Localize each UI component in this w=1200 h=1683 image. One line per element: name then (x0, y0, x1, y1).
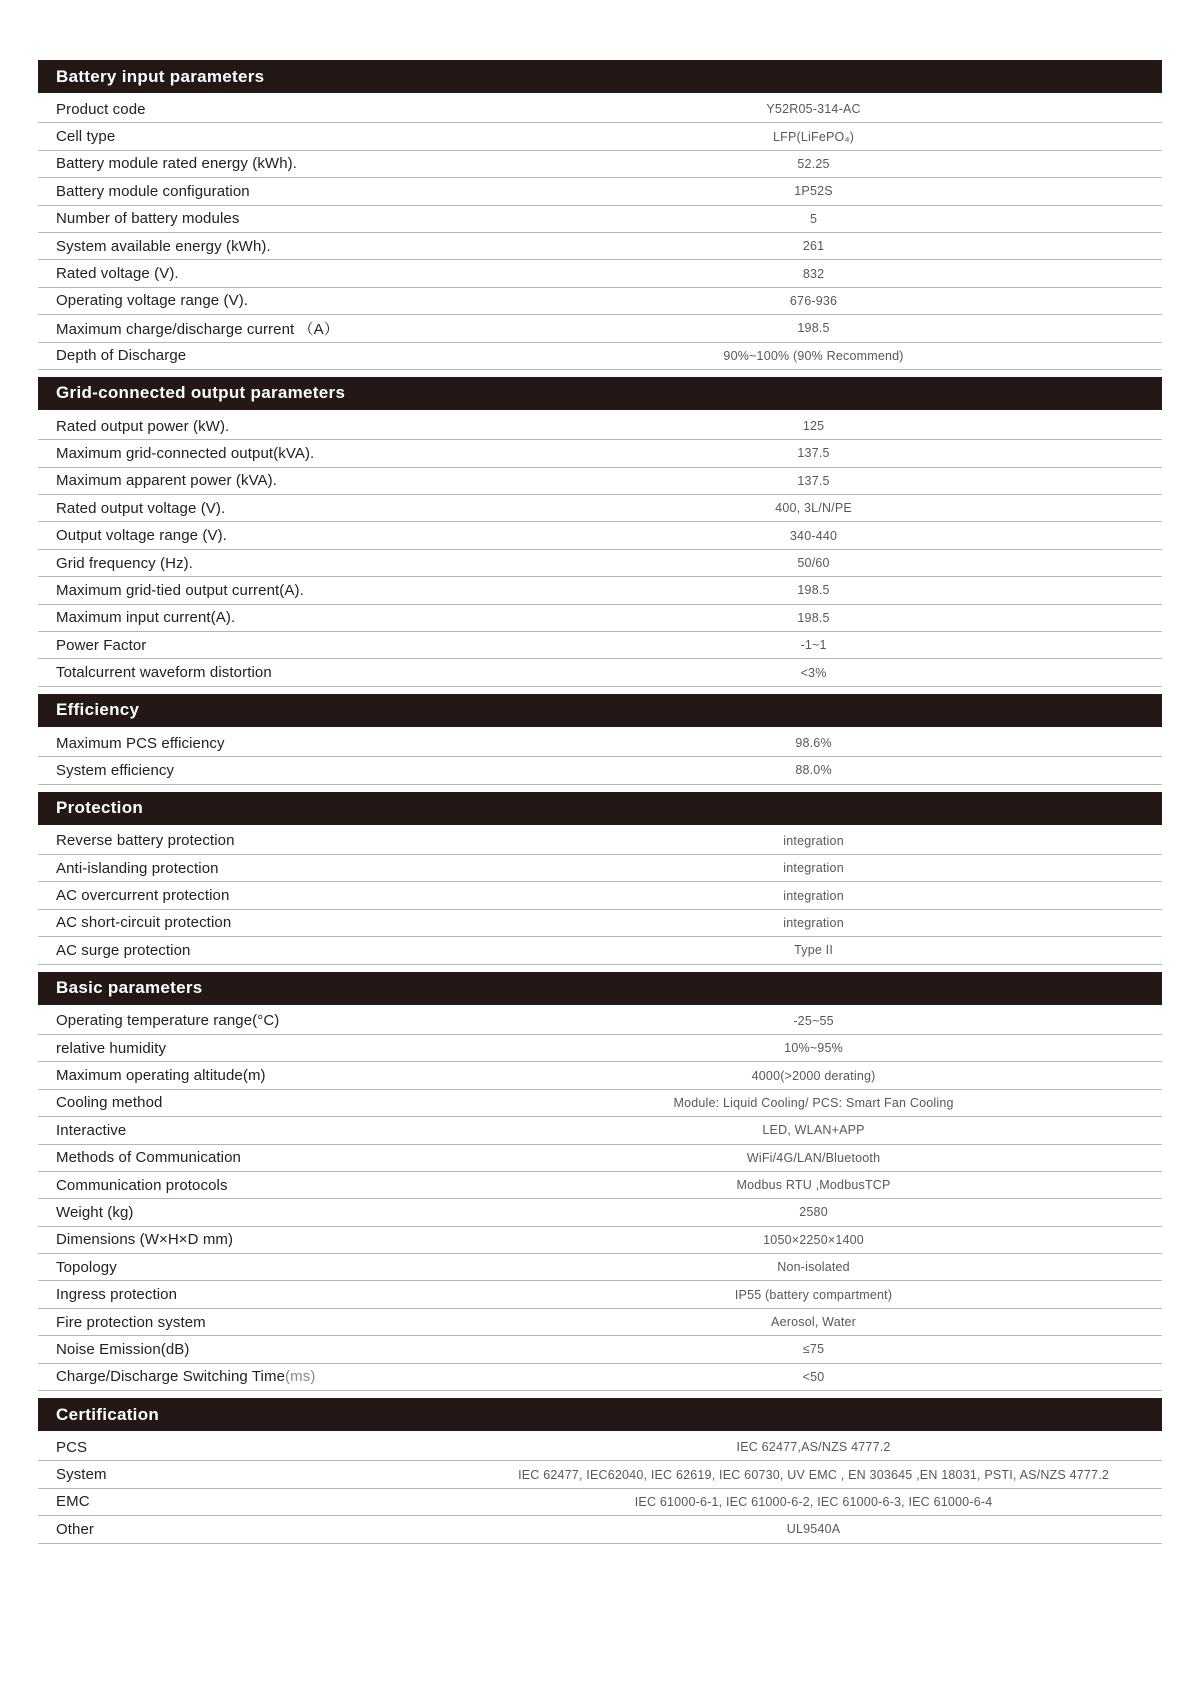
section-header (38, 792, 1162, 825)
section-title: Basic parameters (56, 978, 203, 998)
row-label-text: Communication protocols (56, 1176, 228, 1194)
table-row (38, 1035, 1162, 1062)
table-row (38, 1008, 1162, 1035)
table-row (38, 550, 1162, 577)
table-row (38, 1145, 1162, 1172)
row-value: IEC 62477,AS/NZS 4777.2 (736, 1440, 891, 1455)
table-row (38, 1434, 1162, 1461)
table-row (38, 1117, 1162, 1144)
row-label-text: Maximum input current(A). (56, 609, 236, 627)
row-label (38, 914, 465, 931)
row-label-text: Totalcurrent waveform distortion (56, 664, 272, 682)
row-label-text: Operating temperature range(°C) (56, 1012, 280, 1030)
row-label-text: Battery module rated energy (kWh). (56, 155, 297, 173)
table-row (38, 522, 1162, 549)
row-value: LFP(LiFePO₄) (772, 129, 855, 144)
table-row (38, 178, 1162, 205)
row-value: <50 (802, 1369, 825, 1384)
section-header (38, 1398, 1162, 1431)
row-value: -1~1 (800, 638, 827, 653)
row-label (38, 582, 465, 599)
row-label (38, 1466, 465, 1483)
table-row (38, 882, 1162, 909)
row-label (38, 664, 465, 681)
row-label-text: AC surge protection (56, 941, 191, 959)
row-label-text: Maximum grid-tied output current(A). (56, 581, 304, 599)
section-header (38, 694, 1162, 727)
row-value: 88.0% (795, 763, 832, 778)
row-label (38, 1094, 465, 1111)
row-label-text: Methods of Communication (56, 1149, 241, 1167)
table-row (38, 632, 1162, 659)
row-value: integration (783, 861, 844, 876)
section-header (38, 972, 1162, 1005)
row-label-text: Interactive (56, 1121, 127, 1139)
table-row (38, 577, 1162, 604)
section-rows (38, 1008, 1162, 1391)
row-label (38, 238, 465, 255)
section-rows (38, 828, 1162, 965)
row-value: 676-936 (789, 293, 838, 308)
section-title: Battery input parameters (56, 66, 265, 86)
row-value: -25~55 (793, 1013, 834, 1028)
row-label-text: Rated output power (kW). (56, 417, 230, 435)
row-label (38, 1439, 465, 1456)
row-label (38, 418, 465, 435)
row-label (38, 762, 465, 779)
row-label-text: Battery module configuration (56, 182, 250, 200)
row-value: IP55 (battery compartment) (734, 1287, 893, 1302)
row-label (38, 1012, 465, 1029)
row-label (38, 1067, 465, 1084)
row-label-text: Grid frequency (Hz). (56, 554, 194, 572)
section-title: Grid-connected output parameters (56, 383, 346, 403)
row-label (38, 1286, 465, 1303)
row-label (38, 101, 465, 118)
section-rows (38, 413, 1162, 687)
row-value: 10%~95% (784, 1041, 843, 1056)
row-label-text: relative humidity (56, 1039, 167, 1057)
section-rows (38, 730, 1162, 785)
row-label (38, 445, 465, 462)
row-value: 137.5 (797, 473, 830, 488)
table-row (38, 1516, 1162, 1543)
table-row (38, 1461, 1162, 1488)
row-label-text: Rated voltage (V). (56, 265, 179, 283)
table-row (38, 757, 1162, 784)
table-row (38, 1336, 1162, 1363)
row-label (38, 1314, 465, 1331)
row-label (38, 555, 465, 572)
table-row (38, 468, 1162, 495)
row-value: 340-440 (789, 528, 838, 543)
row-label-text: Maximum apparent power (kVA). (56, 472, 278, 490)
table-row (38, 1281, 1162, 1308)
row-label-text: Dimensions (W×H×D mm) (56, 1231, 234, 1249)
table-row (38, 495, 1162, 522)
row-label (38, 292, 465, 309)
row-value: Non-isolated (777, 1260, 850, 1275)
row-label (38, 155, 465, 172)
row-label-text: Ingress protection (56, 1286, 178, 1304)
row-value: <3% (800, 665, 827, 680)
row-label-text: Number of battery modules (56, 210, 240, 228)
row-value: integration (783, 915, 844, 930)
row-label (38, 265, 465, 282)
table-row (38, 605, 1162, 632)
row-label-text: Operating voltage range (V). (56, 292, 249, 310)
table-row (38, 1199, 1162, 1226)
row-value: 198.5 (797, 610, 830, 625)
row-label (38, 609, 465, 626)
row-label (38, 347, 465, 364)
section-rows (38, 1434, 1162, 1544)
section-title: Certification (56, 1404, 160, 1424)
row-value: 198.5 (797, 583, 830, 598)
row-label (38, 210, 465, 227)
row-value: integration (783, 833, 844, 848)
row-value: IEC 61000-6-1, IEC 61000-6-2, IEC 61000-6-3, IEC 61000-6-4 (634, 1494, 993, 1509)
table-row (38, 659, 1162, 686)
row-label (38, 527, 465, 544)
row-value: 52.25 (797, 156, 830, 171)
row-label-text: Depth of Discharge (56, 347, 187, 365)
row-value: integration (783, 888, 844, 903)
table-row (38, 1489, 1162, 1516)
row-label-text: Maximum grid-connected output(kVA). (56, 444, 315, 462)
table-row (38, 828, 1162, 855)
row-value: IEC 62477, IEC62040, IEC 62619, IEC 60730, UV EMC , EN 303645 ,EN 18031, PSTI, AS/NZS 4777.2 (518, 1467, 1110, 1482)
section-header (38, 377, 1162, 410)
row-label-text: Other (56, 1520, 95, 1538)
table-row (38, 1309, 1162, 1336)
section-rows (38, 96, 1162, 370)
row-value: UL9540A (786, 1522, 841, 1537)
row-value: 98.6% (795, 736, 832, 750)
row-label-text: PCS (56, 1438, 88, 1456)
row-value: 5 (809, 211, 818, 226)
row-label (38, 735, 465, 752)
row-label (38, 1204, 465, 1221)
row-label (38, 1259, 465, 1276)
row-value: 4000(>2000 derating) (751, 1068, 876, 1083)
section-header (38, 60, 1162, 93)
row-label-text: Output voltage range (V). (56, 527, 227, 545)
row-label (38, 887, 465, 904)
table-row (38, 123, 1162, 150)
table-row (38, 413, 1162, 440)
table-row (38, 233, 1162, 260)
table-row (38, 1172, 1162, 1199)
section-title: Efficiency (56, 700, 140, 720)
row-label (38, 1040, 465, 1057)
table-row (38, 1364, 1162, 1391)
row-value: Module: Liquid Cooling/ PCS: Smart Fan Cooling (673, 1095, 954, 1110)
table-row (38, 855, 1162, 882)
row-value: ≤75 (802, 1342, 825, 1357)
row-label (38, 1231, 465, 1248)
table-row (38, 910, 1162, 937)
row-label-text: Maximum operating altitude(m) (56, 1067, 266, 1085)
row-value: WiFi/4G/LAN/Bluetooth (746, 1150, 881, 1165)
row-label (38, 128, 465, 145)
row-label-text: Fire protection system (56, 1313, 206, 1331)
row-value: 125 (802, 419, 825, 434)
table-row (38, 1062, 1162, 1089)
row-label-text: Weight (kg) (56, 1203, 134, 1221)
row-label (38, 1149, 465, 1166)
row-label-text: Rated output voltage (V). (56, 499, 226, 517)
table-row (38, 937, 1162, 964)
row-value: 137.5 (797, 446, 830, 461)
table-row (38, 343, 1162, 370)
row-label-text: Cell type (56, 128, 116, 146)
spec-table (38, 60, 1162, 1544)
section-title: Protection (56, 798, 144, 818)
row-label-text: Charge/Discharge Switching Time (56, 1368, 286, 1386)
row-value: 832 (802, 266, 825, 281)
row-label (38, 1521, 465, 1538)
row-label-suffix: (ms) (285, 1368, 316, 1386)
table-row (38, 206, 1162, 233)
row-label (38, 1341, 465, 1358)
table-row (38, 151, 1162, 178)
row-label (38, 318, 465, 339)
table-row (38, 96, 1162, 123)
row-value: 400, 3L/N/PE (775, 501, 852, 516)
row-label (38, 472, 465, 489)
row-label-text: Maximum charge/discharge current （A） (56, 320, 339, 338)
row-label (38, 500, 465, 517)
table-row (38, 315, 1162, 342)
row-label-text: AC short-circuit protection (56, 914, 232, 932)
row-value: 90%~100% (90% Recommend) (723, 348, 904, 363)
row-value: 2580 (799, 1205, 828, 1220)
row-value: 1P52S (794, 184, 833, 199)
row-value: Y52R05-314-AC (766, 102, 861, 117)
row-label (38, 942, 465, 959)
row-value: 50/60 (797, 556, 830, 571)
row-label (38, 183, 465, 200)
table-row (38, 1090, 1162, 1117)
table-row (38, 288, 1162, 315)
table-row (38, 730, 1162, 757)
row-value: Aerosol, Water (771, 1315, 857, 1330)
row-label-text: Product code (56, 100, 146, 118)
table-row (38, 440, 1162, 467)
row-label-text: Noise Emission(dB) (56, 1340, 190, 1358)
table-row (38, 1254, 1162, 1281)
row-label-text: Power Factor (56, 636, 147, 654)
row-label (38, 1493, 465, 1510)
row-value: 1050×2250×1400 (763, 1232, 864, 1247)
row-value: Modbus RTU ,ModbusTCP (736, 1178, 891, 1193)
row-value: LED, WLAN+APP (762, 1123, 865, 1138)
row-label (38, 1177, 465, 1194)
row-label-text: System (56, 1466, 107, 1484)
row-value: 198.5 (797, 321, 830, 336)
row-label-text: Anti-islanding protection (56, 859, 219, 877)
table-row (38, 1227, 1162, 1254)
table-row (38, 260, 1162, 287)
row-label-text: Cooling method (56, 1094, 163, 1112)
row-label (38, 860, 465, 877)
row-value: 261 (802, 239, 825, 254)
row-label (38, 1368, 465, 1385)
row-label-text: System available energy (kWh). (56, 237, 271, 255)
row-label-text: Reverse battery protection (56, 832, 235, 850)
row-label-text: Maximum PCS efficiency (56, 734, 225, 752)
row-label-text: System efficiency (56, 761, 175, 779)
row-label (38, 1122, 465, 1139)
row-label-text: EMC (56, 1493, 90, 1511)
row-label-text: AC overcurrent protection (56, 887, 230, 905)
row-value: Type II (794, 943, 834, 958)
row-label (38, 832, 465, 849)
row-label-text: Topology (56, 1258, 117, 1276)
row-label (38, 637, 465, 654)
